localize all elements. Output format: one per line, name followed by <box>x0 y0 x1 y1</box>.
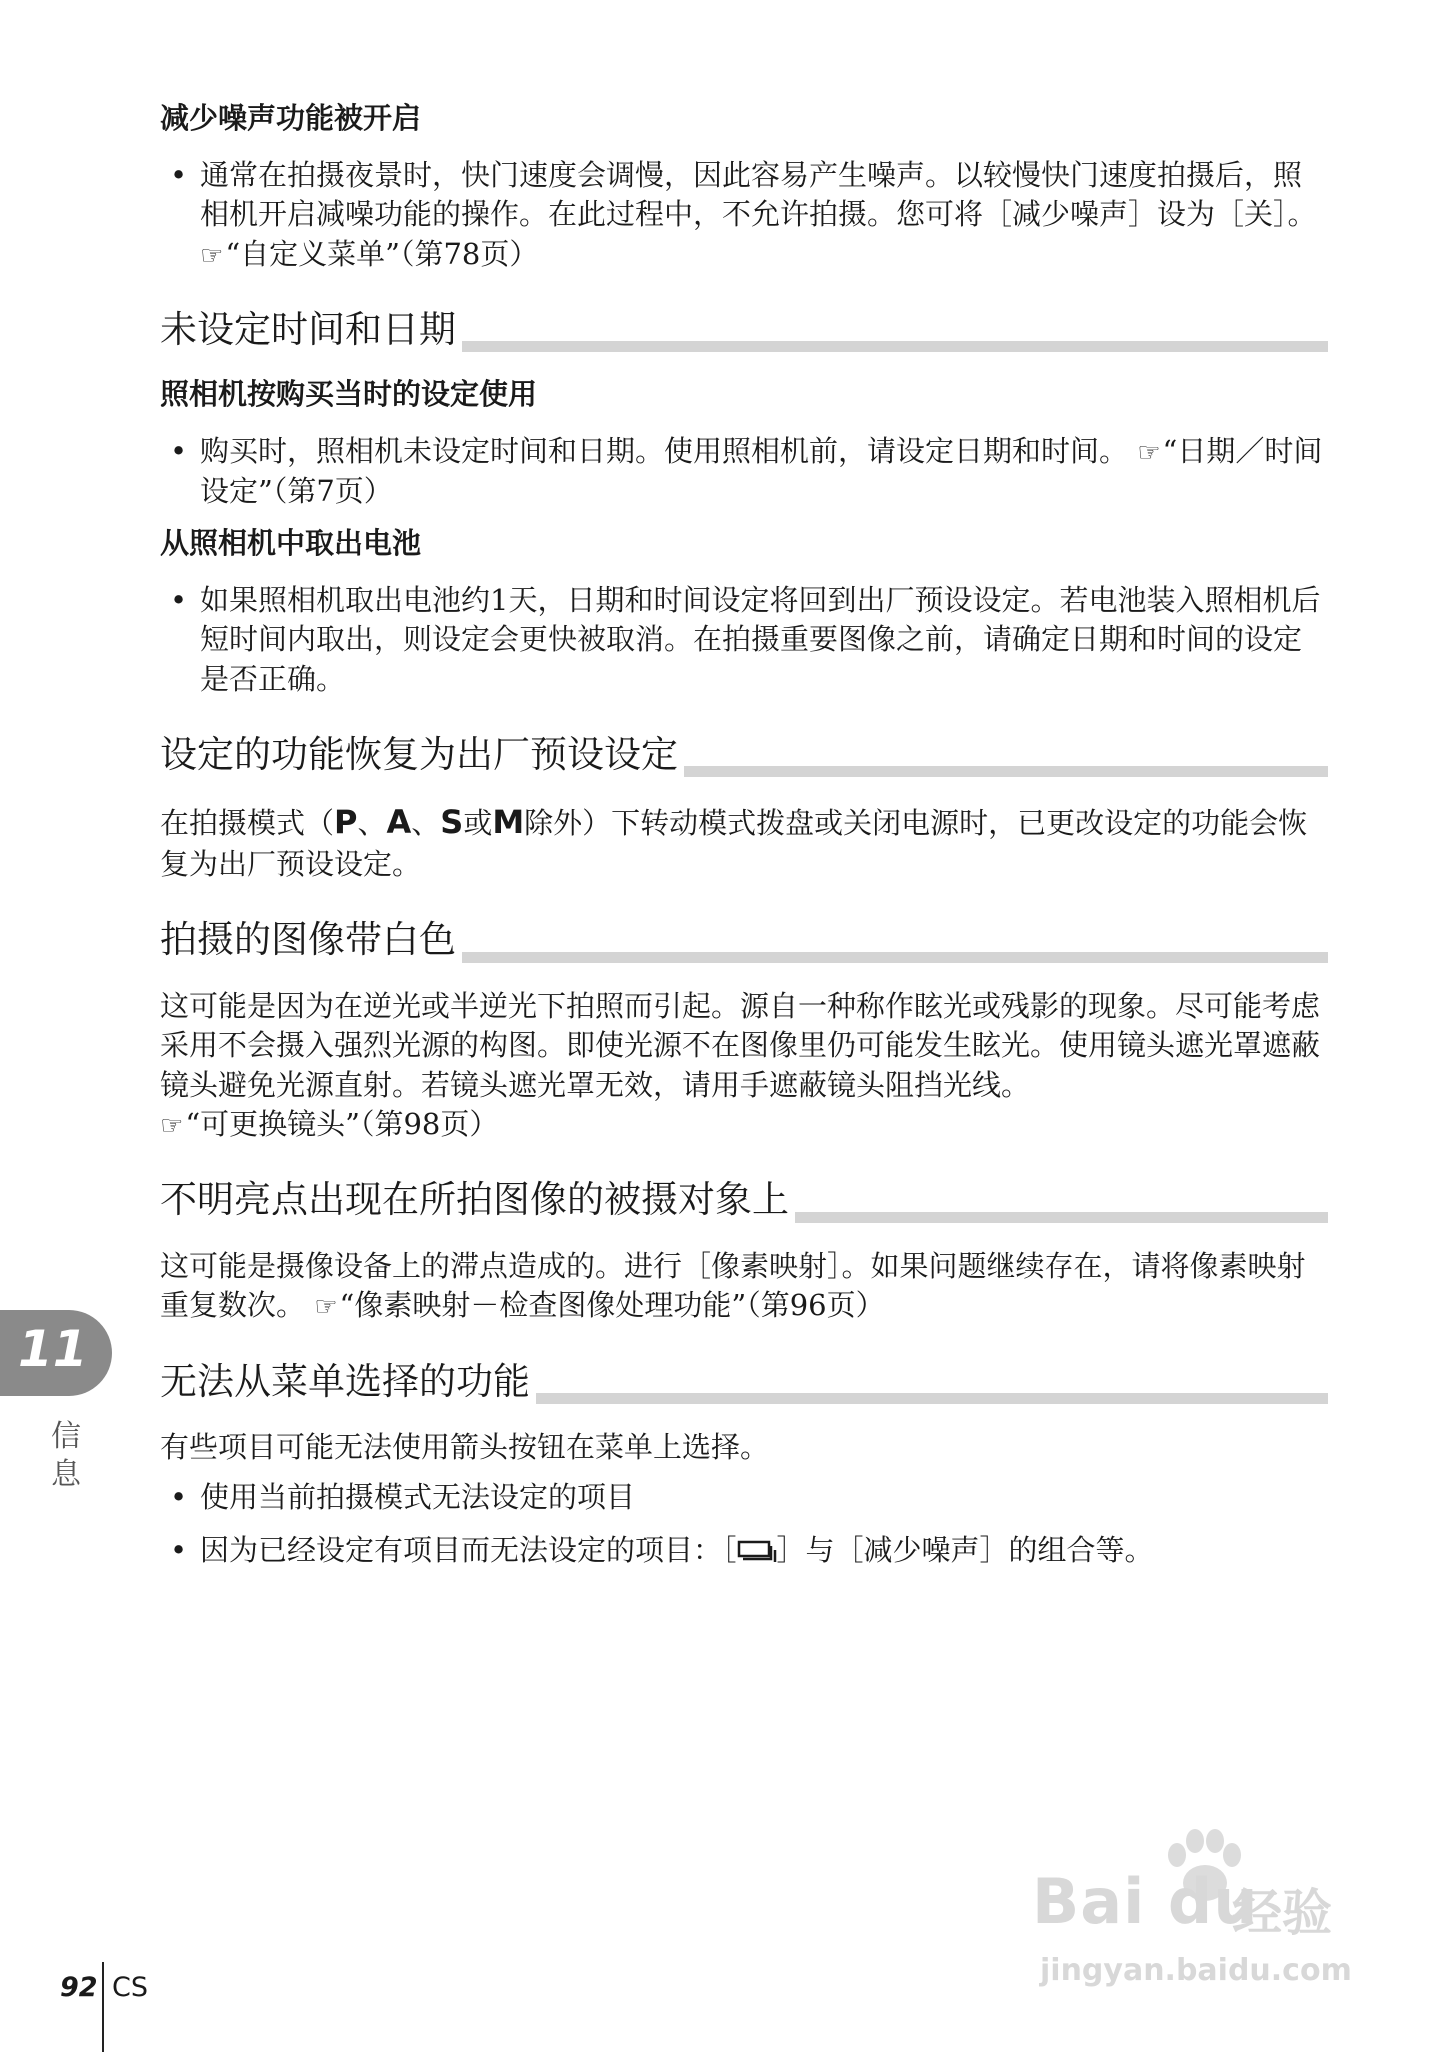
section-head-reset: 设定的功能恢复为出厂预设设定 <box>160 733 1328 779</box>
section-head-bright-dots: 不明亮点出现在所拍图像的被摄对象上 <box>160 1178 1328 1224</box>
section-head-time-date: 未设定时间和日期 <box>160 308 1328 354</box>
chapter-tab <box>0 1310 112 1396</box>
mode-s: S <box>440 803 464 842</box>
bullet-menu-2: • 因为已经设定有项目而无法设定的项目：［ ］与［减少噪声］的组合等。 <box>170 1532 1154 1567</box>
page-content <box>160 100 1328 1584</box>
language-code: CS <box>112 1972 148 2003</box>
watermark-cn: 经验 <box>1232 1884 1332 1942</box>
ref-lens: “可更换镜头”（第98页） <box>185 1107 499 1141</box>
page-number: 92 <box>60 1972 98 2003</box>
reference-icon: ☞ <box>200 240 222 271</box>
watermark-url: jingyan.baidu.com <box>1040 1953 1352 1988</box>
subhead-as-purchased: 照相机按购买当时的设定使用 <box>160 377 538 412</box>
reference-icon: ☞ <box>1137 438 1159 469</box>
chapter-label: 信 息 <box>51 1419 81 1492</box>
bullet-dot: • <box>170 157 188 192</box>
para-whitish: 这可能是因为在逆光或半逆光下拍照而引起。源自一种称作眩光或残影的现象。尽可能考虑采用不会摄入强烈光源的构图。即使光源不在图像里仍可能发生眩光。使用镜头遮光罩遮蔽镜头避免光源直射。若镜头遮光罩无效，请用手遮蔽镜头阻挡光线。 ☞ “可更换镜头”（第98页） <box>160 988 1321 1141</box>
footer-divider <box>102 1962 104 2052</box>
chapter-number: 11 <box>18 1320 88 1378</box>
bullet-noise-reduction: • 通常在拍摄夜景时，快门速度会调慢，因此容易产生噪声。以较慢快门速度拍摄后，照相机开启减噪功能的操作。在此过程中，不允许拍摄。您可将［减少噪声］设为［关］。 ☞ “自定义菜单”（第78页） <box>170 157 1317 271</box>
mode-a: A <box>386 803 412 842</box>
ref-pixel-mapping: “像素映射－检查图像处理功能”（第96页） <box>339 1288 885 1323</box>
bullet-menu-1: • 使用当前拍摄模式无法设定的项目 <box>170 1479 636 1514</box>
reference-icon: ☞ <box>160 1111 182 1141</box>
bullet-battery: • 如果照相机取出电池约1天，日期和时间设定将回到出厂预设设定。若电池装入照相机后短时间内取出，则设定会更快被取消。在拍摄重要图像之前，请确定日期和时间的设定是否正确。 <box>170 582 1321 696</box>
ref-date-time: “日期／时间设定”（第7页） <box>200 434 1323 508</box>
ref-custom-menu: “自定义菜单”（第78页） <box>225 236 539 271</box>
para-bright-dots: 这可能是摄像设备上的滞点造成的。进行［像素映射］。如果问题继续存在，请将像素映射重复数次。 ☞ “像素映射－检查图像处理功能”（第96页） <box>160 1248 1306 1323</box>
reference-icon: ☞ <box>314 1292 336 1323</box>
subhead-noise-reduction: 减少噪声功能被开启 <box>160 101 422 135</box>
sequential-shooting-icon <box>737 1539 777 1563</box>
subhead-battery-removed: 从照相机中取出电池 <box>160 525 422 560</box>
mode-m: M <box>492 803 525 842</box>
para-reset: 在拍摄模式（P、A、S或M除外）下转动模式拨盘或关闭电源时，已更改设定的功能会恢复为出厂预设设定。 <box>160 803 1308 881</box>
para-menu: 有些项目可能无法使用箭头按钮在菜单上选择。 <box>160 1430 770 1465</box>
bullet-time-not-set: • 购买时，照相机未设定时间和日期。使用照相机前，请设定日期和时间。 ☞ “日期／时间设定”（第7页） <box>170 434 1323 508</box>
watermark-brand: Bai du <box>1032 1865 1259 1938</box>
baidu-watermark <box>1032 1845 1372 2005</box>
section-head-menu: 无法从菜单选择的功能 <box>160 1360 1328 1406</box>
section-head-whitish: 拍摄的图像带白色 <box>160 918 1328 964</box>
mode-p: P <box>334 803 358 842</box>
